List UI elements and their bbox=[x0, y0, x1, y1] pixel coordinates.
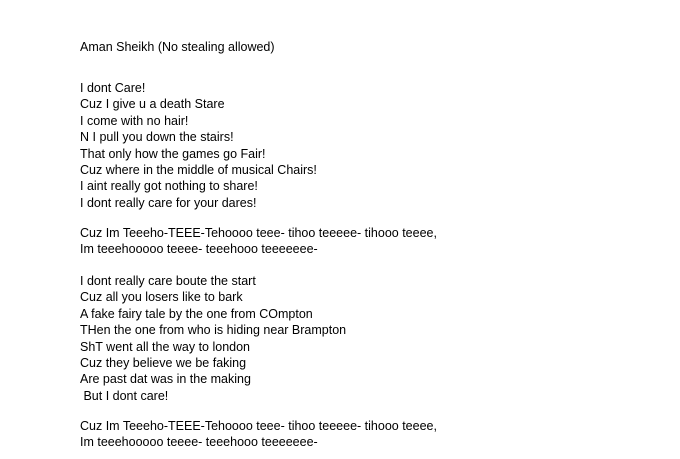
lyric-line: Cuz Im Teeeho-TEEE-Tehoooo teee- tihoo teeeee- tihooo teeee, bbox=[80, 226, 437, 240]
lyric-line: Im teeehooooo teeee- teeehooo teeeeeee- bbox=[80, 435, 318, 450]
lyrics-stanza-chorus-1 bbox=[80, 225, 437, 258]
lyric-line: Cuz they believe we be faking bbox=[80, 355, 247, 370]
lyric-line: Cuz Im Teeeho-TEEE-Tehoooo teee- tihoo teeeee- tihooo teeee, bbox=[80, 419, 437, 433]
lyric-line: I dont Care! bbox=[80, 81, 146, 95]
document-title: Aman Sheikh (No stealing allowed) bbox=[80, 40, 275, 54]
lyric-line: Are past dat was in the making bbox=[80, 372, 251, 387]
lyric-line: I dont really care for your dares! bbox=[80, 195, 257, 210]
lyric-line: ShT went all the way to london bbox=[80, 339, 251, 354]
lyric-line: Cuz I give u a death Stare bbox=[80, 97, 225, 112]
lyric-line: Cuz where in the middle of musical Chairs! bbox=[80, 162, 317, 177]
lyric-line: I come with no hair! bbox=[80, 113, 189, 128]
lyric-line: Cuz all you losers like to bark bbox=[80, 290, 243, 305]
lyric-line: N I pull you down the stairs! bbox=[80, 130, 234, 145]
lyric-line: THen the one from who is hiding near Brampton bbox=[80, 323, 347, 338]
lyrics-stanza-chorus-2 bbox=[80, 418, 437, 451]
lyric-line: But I dont care! bbox=[80, 388, 169, 403]
lyric-line: I aint really got nothing to share! bbox=[80, 179, 258, 194]
lyric-line: A fake fairy tale by the one from COmpton bbox=[80, 306, 313, 321]
lyric-line: That only how the games go Fair! bbox=[80, 146, 266, 161]
lyrics-stanza-verse-1 bbox=[80, 80, 317, 211]
lyric-line: Im teeehooooo teeee- teeehooo teeeeeee- bbox=[80, 242, 318, 257]
lyrics-stanza-verse-2 bbox=[80, 273, 346, 404]
lyric-line: I dont really care boute the start bbox=[80, 274, 256, 288]
